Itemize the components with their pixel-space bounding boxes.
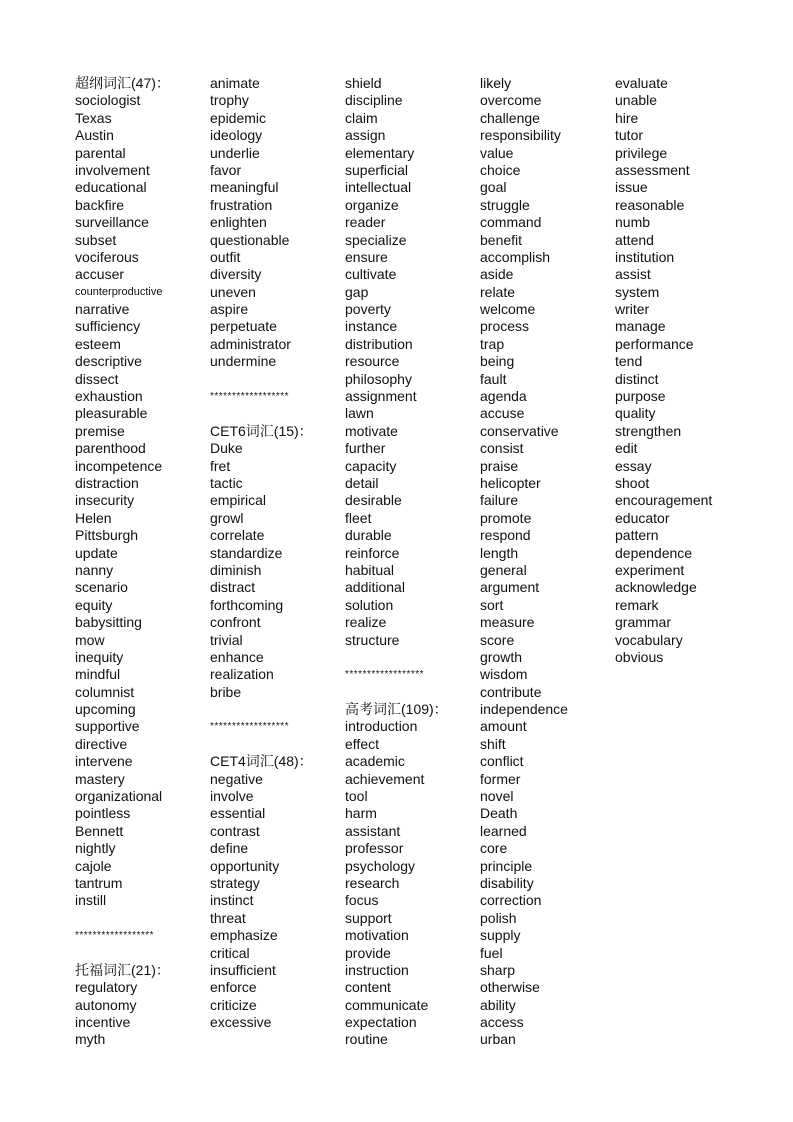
vocab-word: define	[210, 840, 249, 857]
vocab-word: upcoming	[75, 701, 136, 718]
vocab-word: remark	[615, 596, 659, 613]
vocab-word: former	[480, 770, 521, 787]
vocab-word: principle	[480, 857, 533, 874]
vocab-word: ensure	[345, 248, 388, 265]
vocab-word: essay	[615, 457, 652, 474]
vocab-word: organizational	[75, 788, 163, 805]
blank-line	[345, 684, 477, 701]
vocab-word: vocabulary	[615, 631, 683, 648]
vocab-word: sort	[480, 596, 504, 613]
vocab-word: capacity	[345, 457, 397, 474]
vocab-word: standardize	[210, 544, 283, 561]
vocab-word: introduction	[345, 718, 418, 735]
vocab-word: update	[75, 544, 118, 561]
vocab-word: negative	[210, 770, 263, 787]
vocab-word: trap	[480, 335, 505, 352]
vocab-word: nanny	[75, 561, 114, 578]
section-divider: ******************	[210, 391, 290, 403]
vocab-word: solution	[345, 596, 394, 613]
vocab-word: acknowledge	[615, 579, 697, 596]
vocab-word: reinforce	[345, 544, 400, 561]
vocab-word: assist	[615, 266, 651, 283]
vocab-word: meaningful	[210, 179, 279, 196]
vocab-word: supply	[480, 927, 521, 944]
vocab-word: inequity	[75, 648, 124, 665]
vocab-word: premise	[75, 422, 125, 439]
vocab-word: lawn	[345, 405, 374, 422]
vocab-word: welcome	[480, 301, 536, 318]
vocab-word: attend	[615, 231, 654, 248]
vocab-word: gap	[345, 283, 369, 300]
vocab-word: consist	[480, 440, 524, 457]
vocab-word: support	[345, 909, 392, 926]
vocab-word: Helen	[75, 509, 112, 526]
vocab-word: score	[480, 631, 515, 648]
vocab-word: professor	[345, 840, 404, 857]
vocab-word: tool	[345, 788, 368, 805]
vocab-word: ideology	[210, 127, 263, 144]
blank-line	[75, 945, 207, 962]
vocab-word: questionable	[210, 231, 290, 248]
vocab-word: edit	[615, 440, 638, 457]
vocab-word: shield	[345, 75, 382, 91]
vocab-word: wisdom	[480, 666, 528, 683]
vocab-word: tutor	[615, 127, 644, 144]
vocab-word: being	[480, 353, 515, 370]
vocab-word: diversity	[210, 266, 262, 283]
vocab-word: numb	[615, 214, 651, 231]
vocab-word: tantrum	[75, 874, 123, 891]
blank-line	[210, 736, 342, 753]
vocab-word: struggle	[480, 196, 530, 213]
vocab-word: mow	[75, 631, 105, 648]
vocab-word: confront	[210, 614, 261, 631]
vocab-word: educational	[75, 179, 147, 196]
vocab-word: ability	[480, 996, 516, 1013]
vocab-word: diminish	[210, 561, 262, 578]
vocab-word: desirable	[345, 492, 402, 509]
vocab-word: instinct	[210, 892, 254, 909]
vocab-word: research	[345, 874, 400, 891]
vocab-word: praise	[480, 457, 519, 474]
vocab-word: cajole	[75, 857, 112, 874]
vocab-word: core	[480, 840, 508, 857]
vocab-word: discipline	[345, 92, 403, 109]
vocab-word: psychology	[345, 857, 416, 874]
vocab-word: responsibility	[480, 127, 561, 144]
vocab-word: surveillance	[75, 214, 149, 231]
vocab-word: disability	[480, 874, 534, 891]
vocab-word: enhance	[210, 648, 264, 665]
vocab-word: forthcoming	[210, 596, 284, 613]
vocab-word: privilege	[615, 144, 668, 161]
vocab-word: fault	[480, 370, 507, 387]
vocab-word: pointless	[75, 805, 131, 822]
vocab-word: sociologist	[75, 92, 141, 109]
vocab-word: narrative	[75, 301, 130, 318]
vocab-word: enlighten	[210, 214, 267, 231]
vocab-word: focus	[345, 892, 379, 909]
vocab-word: provide	[345, 944, 391, 961]
vocab-word: further	[345, 440, 386, 457]
vocab-word: purpose	[615, 388, 666, 405]
vocab-word: dissect	[75, 370, 119, 387]
vocab-word: strategy	[210, 874, 260, 891]
vocab-word: accuser	[75, 266, 125, 283]
vocab-word: Texas	[75, 109, 112, 126]
vocab-word: amount	[480, 718, 527, 735]
vocab-word: overcome	[480, 92, 542, 109]
vocab-word: accuse	[480, 405, 525, 422]
vocab-word: subset	[75, 231, 117, 248]
section-heading: 高考词汇(109)：	[345, 701, 448, 718]
vocab-word: philosophy	[345, 370, 412, 387]
vocab-word: intervene	[75, 753, 133, 770]
vocab-word: aspire	[210, 301, 249, 318]
section-heading: CET4词汇(48)：	[210, 753, 313, 770]
vocab-word: routine	[345, 1031, 388, 1048]
vocab-word: elementary	[345, 144, 415, 161]
vocab-word: performance	[615, 335, 694, 352]
vocab-word: promote	[480, 509, 532, 526]
vocab-word: motivation	[345, 927, 409, 944]
vocab-word: Pittsburgh	[75, 527, 139, 544]
vocab-word: agenda	[480, 388, 527, 405]
vocab-word: instruction	[345, 961, 409, 978]
vocab-word: realize	[345, 614, 387, 631]
vocab-word: structure	[345, 631, 400, 648]
vocab-word: trophy	[210, 92, 249, 109]
vocab-word: mastery	[75, 770, 125, 787]
vocab-word: Austin	[75, 127, 114, 144]
vocab-word: specialize	[345, 231, 407, 248]
vocab-word: assessment	[615, 161, 690, 178]
vocab-word: effect	[345, 735, 379, 752]
vocab-word: academic	[345, 753, 405, 770]
vocab-word: backfire	[75, 196, 125, 213]
vocab-word: epidemic	[210, 109, 267, 126]
vocab-word: counterproductive	[75, 285, 163, 298]
vocab-word: fuel	[480, 944, 503, 961]
vocab-word: pattern	[615, 527, 659, 544]
vocab-word: involve	[210, 788, 254, 805]
vocab-word: claim	[345, 109, 378, 126]
vocab-word: trivial	[210, 631, 243, 648]
vocab-word: parenthood	[75, 440, 146, 457]
vocab-word: uneven	[210, 283, 256, 300]
vocab-word: insufficient	[210, 961, 276, 978]
vocab-word: instance	[345, 318, 398, 335]
vocab-word: obvious	[615, 648, 664, 665]
vocab-word: novel	[480, 788, 514, 805]
vocab-word: incentive	[75, 1014, 131, 1031]
vocab-word: cultivate	[345, 266, 397, 283]
vocab-word: conservative	[480, 422, 559, 439]
vocab-word: fret	[210, 457, 231, 474]
vocab-word: independence	[480, 701, 568, 718]
vocab-word: bribe	[210, 683, 242, 700]
vocab-word: animate	[210, 75, 260, 91]
vocab-word: sufficiency	[75, 318, 141, 335]
vocab-word: otherwise	[480, 979, 540, 996]
vocab-word: evaluate	[615, 75, 668, 91]
vocab-word: durable	[345, 527, 392, 544]
vocab-word: value	[480, 144, 514, 161]
vocab-word: system	[615, 283, 660, 300]
vocab-word: superficial	[345, 161, 409, 178]
vocab-word: relate	[480, 283, 516, 300]
vocab-word: urban	[480, 1031, 516, 1048]
vocab-word: emphasize	[210, 927, 278, 944]
vocab-word: learned	[480, 822, 527, 839]
vocab-word: shoot	[615, 474, 650, 491]
vocab-word: assign	[345, 127, 386, 144]
vocab-word: Death	[480, 805, 518, 822]
vocab-word: manage	[615, 318, 666, 335]
vocab-word: failure	[480, 492, 519, 509]
vocab-word: exhaustion	[75, 388, 143, 405]
vocab-word: conflict	[480, 753, 524, 770]
word-column-2	[210, 75, 342, 1031]
vocab-word: expectation	[345, 1014, 417, 1031]
vocab-word: underlie	[210, 144, 260, 161]
vocab-word: insecurity	[75, 492, 135, 509]
vocab-word: administrator	[210, 335, 291, 352]
vocab-word: excessive	[210, 1014, 272, 1031]
vocab-word: length	[480, 544, 519, 561]
vocab-word: enforce	[210, 979, 257, 996]
section-heading: 超纲词汇(47)：	[75, 75, 170, 91]
vocab-word: assignment	[345, 388, 417, 405]
vocab-word: distinct	[615, 370, 659, 387]
word-column-4	[480, 75, 612, 1049]
vocab-word: fleet	[345, 509, 372, 526]
vocab-word: argument	[480, 579, 540, 596]
vocab-word: babysitting	[75, 614, 142, 631]
vocab-word: reasonable	[615, 196, 685, 213]
vocab-word: likely	[480, 75, 512, 91]
vocab-word: goal	[480, 179, 507, 196]
blank-line	[210, 405, 342, 422]
vocab-word: realization	[210, 666, 274, 683]
vocab-word: frustration	[210, 196, 273, 213]
vocab-word: criticize	[210, 996, 257, 1013]
vocab-word: intellectual	[345, 179, 412, 196]
vocab-word: esteem	[75, 335, 121, 352]
vocab-word: shift	[480, 735, 506, 752]
vocab-word: growl	[210, 509, 244, 526]
vocab-word: involvement	[75, 161, 150, 178]
vocab-word: pleasurable	[75, 405, 148, 422]
vocab-word: organize	[345, 196, 399, 213]
vocab-word: institution	[615, 248, 675, 265]
vocab-word: grammar	[615, 614, 672, 631]
vocab-word: experiment	[615, 561, 685, 578]
section-divider: ******************	[75, 930, 155, 942]
vocab-word: myth	[75, 1031, 106, 1048]
vocab-word: resource	[345, 353, 400, 370]
vocab-word: respond	[480, 527, 531, 544]
vocab-word: favor	[210, 161, 242, 178]
vocab-word: correlate	[210, 527, 265, 544]
vocab-word: unable	[615, 92, 658, 109]
vocab-word: parental	[75, 144, 126, 161]
vocab-word: motivate	[345, 422, 398, 439]
vocab-word: distribution	[345, 335, 413, 352]
vocab-word: instill	[75, 892, 107, 909]
section-heading: 托福词汇(21)：	[75, 961, 170, 978]
vocab-word: polish	[480, 909, 517, 926]
word-column-5	[615, 75, 747, 666]
section-divider: ******************	[345, 669, 425, 681]
vocab-word: directive	[75, 735, 128, 752]
vocab-word: perpetuate	[210, 318, 277, 335]
vocab-word: command	[480, 214, 542, 231]
vocab-word: growth	[480, 648, 523, 665]
vocab-word: measure	[480, 614, 535, 631]
vocab-word: critical	[210, 944, 250, 961]
section-heading: CET6词汇(15)：	[210, 422, 313, 439]
vocab-word: habitual	[345, 561, 395, 578]
vocab-word: content	[345, 979, 391, 996]
vocab-word: educator	[615, 509, 670, 526]
vocab-word: communicate	[345, 996, 429, 1013]
blank-line	[75, 910, 207, 927]
vocab-word: hire	[615, 109, 639, 126]
vocab-word: encouragement	[615, 492, 713, 509]
blank-line	[210, 701, 342, 718]
vocab-word: benefit	[480, 231, 523, 248]
vocab-word: additional	[345, 579, 405, 596]
vocab-word: regulatory	[75, 979, 138, 996]
vocab-word: descriptive	[75, 353, 142, 370]
vocab-word: sharp	[480, 961, 516, 978]
vocab-word: helicopter	[480, 474, 541, 491]
vocab-word: outfit	[210, 248, 241, 265]
vocab-word: scenario	[75, 579, 128, 596]
vocab-word: dependence	[615, 544, 693, 561]
vocab-word: columnist	[75, 683, 135, 700]
vocab-word: empirical	[210, 492, 267, 509]
vocab-word: harm	[345, 805, 377, 822]
blank-line	[345, 649, 477, 666]
vocab-word: achievement	[345, 770, 425, 787]
vocab-word: mindful	[75, 666, 121, 683]
vocab-word: essential	[210, 805, 266, 822]
vocab-word: strengthen	[615, 422, 682, 439]
vocab-word: equity	[75, 596, 113, 613]
blank-line	[210, 371, 342, 388]
vocab-word: undermine	[210, 353, 277, 370]
vocab-word: general	[480, 561, 527, 578]
vocab-word: distract	[210, 579, 256, 596]
vocab-word: contrast	[210, 822, 260, 839]
vocab-word: aside	[480, 266, 514, 283]
vocab-word: incompetence	[75, 457, 163, 474]
vocab-word: choice	[480, 161, 521, 178]
vocab-word: poverty	[345, 301, 391, 318]
vocab-word: quality	[615, 405, 656, 422]
vocab-word: access	[480, 1014, 524, 1031]
vocab-word: process	[480, 318, 530, 335]
vocab-word: assistant	[345, 822, 401, 839]
vocab-word: opportunity	[210, 857, 280, 874]
vocab-word: threat	[210, 909, 246, 926]
vocab-word: tactic	[210, 474, 243, 491]
word-column-1	[75, 75, 207, 1049]
section-divider: ******************	[210, 721, 290, 733]
vocab-word: accomplish	[480, 248, 551, 265]
vocab-word: supportive	[75, 718, 140, 735]
vocab-word: detail	[345, 474, 379, 491]
vocab-word: issue	[615, 179, 648, 196]
vocab-word: nightly	[75, 840, 116, 857]
vocab-word: challenge	[480, 109, 540, 126]
vocab-word: distraction	[75, 474, 139, 491]
vocab-word: correction	[480, 892, 542, 909]
word-column-3	[345, 75, 477, 1049]
vocab-word: tend	[615, 353, 643, 370]
vocab-word: autonomy	[75, 996, 137, 1013]
vocab-word: Duke	[210, 440, 243, 457]
vocab-word: Bennett	[75, 822, 124, 839]
vocab-word: vociferous	[75, 248, 139, 265]
vocab-word: writer	[615, 301, 650, 318]
vocab-word: reader	[345, 214, 386, 231]
vocab-word: contribute	[480, 683, 542, 700]
